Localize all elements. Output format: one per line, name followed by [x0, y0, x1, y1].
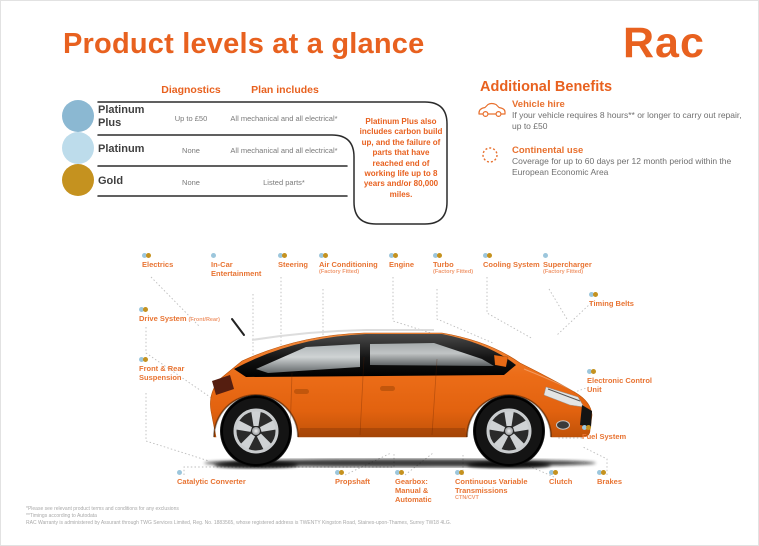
- benefit-text: Coverage for up to 60 days per 12 month period within the European Economic Area: [512, 156, 732, 178]
- front-wheel: [473, 395, 545, 467]
- gold-dot-icon: [399, 470, 404, 475]
- plan-name: Platinum: [98, 143, 145, 155]
- part-label-electronic-control-unit: [587, 369, 663, 394]
- platinum-dot-icon: [211, 253, 216, 258]
- part-label-timing-belts: [589, 292, 649, 308]
- footnotes: [26, 506, 736, 526]
- part-label-text: Fuel System: [582, 432, 627, 441]
- part-label-text: Brakes: [597, 477, 623, 486]
- part-label-text: Continuous Variable Transmissions: [455, 477, 528, 495]
- part-label-subtext: (Factory Fitted): [433, 269, 474, 275]
- part-label-propshaft: [335, 470, 395, 486]
- column-header-plan-includes: Plan includes: [251, 84, 319, 96]
- plan-name: Gold: [98, 175, 124, 187]
- part-label-supercharger: [543, 253, 605, 276]
- benefit-text: If your vehicle requires 8 hours** or longer to carry out repair, up to £50: [512, 110, 742, 132]
- continental-use-icon: [481, 146, 499, 164]
- gold-dot-icon: [487, 253, 492, 258]
- rac-logo: Rac: [623, 19, 705, 67]
- part-label-text: Engine: [389, 260, 415, 269]
- gold-dot-icon: [323, 253, 328, 258]
- car-illustration: [194, 299, 604, 479]
- part-label-text: Steering: [278, 260, 309, 269]
- part-label-text: Supercharger: [543, 260, 592, 269]
- diagnostics-value: None: [182, 146, 200, 155]
- part-label-continuous-variable-transmissions: [455, 470, 547, 502]
- platinum-dot-icon: [177, 470, 182, 475]
- gold-dot-icon: [459, 470, 464, 475]
- gold-dot-icon: [586, 425, 591, 430]
- part-label-gearbox: [395, 470, 447, 504]
- part-label-subtext: (Front/Rear): [188, 317, 221, 323]
- gold-dot-icon: [601, 470, 606, 475]
- footnote-line: **Timings according to Autodata: [26, 512, 97, 519]
- plan-includes-value: Listed parts*: [263, 178, 305, 187]
- part-label-text: Propshaft: [335, 477, 371, 486]
- gold-dot-icon: [143, 307, 148, 312]
- platinum-circle-icon: [62, 132, 94, 164]
- part-label-text: Gearbox: Manual & Automatic: [395, 477, 432, 504]
- platinum-dot-icon: [543, 253, 548, 258]
- part-label-text: Drive System: [139, 314, 187, 323]
- part-label-engine: [389, 253, 429, 269]
- footnote-line: *Please see relevant product terms and conditions for any exclusions: [26, 506, 179, 512]
- part-label-air-conditioning: [319, 253, 385, 276]
- plan-includes-value: All mechanical and all electrical*: [230, 114, 338, 123]
- part-label-text: Catalytic Converter: [177, 477, 246, 486]
- gold-dot-icon: [282, 253, 287, 258]
- part-label-in-car-entertainment: [211, 253, 273, 278]
- vehicle-hire-car-icon: [477, 101, 507, 119]
- part-label-text: Air Conditioning: [319, 260, 378, 269]
- rear-wheel: [220, 395, 292, 467]
- gold-dot-icon: [393, 253, 398, 258]
- gold-dot-icon: [591, 369, 596, 374]
- part-label-text: In-Car Entertainment: [211, 260, 262, 278]
- part-label-text: Electronic Control Unit: [587, 376, 653, 394]
- part-label-text: Cooling System: [483, 260, 540, 269]
- part-label-front-rear-suspension: [139, 357, 201, 382]
- part-label-drive-system: [139, 307, 251, 324]
- platinum-plus-callout: Platinum Plus also includes carbon build up, and the failure of parts that have reached end of working life up to 8 years and/or 80,000 miles.: [359, 117, 443, 199]
- gold-dot-icon: [553, 470, 558, 475]
- part-label-fuel-system: [582, 425, 642, 441]
- benefit-title: Continental use: [512, 145, 584, 156]
- part-label-text: Front & Rear Suspension: [139, 364, 185, 382]
- gold-dot-icon: [593, 292, 598, 297]
- part-label-text: Clutch: [549, 477, 573, 486]
- gold-dot-icon: [437, 253, 442, 258]
- gold-dot-icon: [143, 357, 148, 362]
- platinum-plus-circle-icon: [62, 100, 94, 132]
- diagnostics-value: None: [182, 178, 200, 187]
- part-label-catalytic-converter: [177, 470, 273, 486]
- benefit-title: Vehicle hire: [512, 99, 565, 110]
- part-label-turbo: [433, 253, 477, 276]
- plan-includes-value: All mechanical and all electrical*: [230, 146, 338, 155]
- gold-dot-icon: [339, 470, 344, 475]
- part-label-clutch: [549, 470, 589, 486]
- diagnostics-value: Up to £50: [174, 114, 208, 123]
- additional-benefits-title: Additional Benefits: [480, 79, 613, 95]
- column-header-diagnostics: Diagnostics: [161, 84, 221, 96]
- plan-name: Platinum Plus: [98, 104, 145, 129]
- footnote-line: RAC Warranty is administered by Assurant through TWG Services Limited, Reg. No. 1883565, whose registered address is TWENTY Kingston Road, Staines-upon-Thames, Surrey TW18 4LG.: [26, 519, 452, 526]
- gold-circle-icon: [62, 164, 94, 196]
- part-label-text: Turbo: [433, 260, 454, 269]
- part-label-electrics: [142, 253, 202, 269]
- part-label-subtext: (Factory Fitted): [543, 269, 584, 275]
- part-label-subtext: CTN/CVT: [455, 495, 479, 501]
- gold-dot-icon: [146, 253, 151, 258]
- part-label-text: Electrics: [142, 260, 174, 269]
- part-label-subtext: (Factory Fitted): [319, 269, 360, 275]
- part-label-brakes: [597, 470, 637, 486]
- part-label-text: Timing Belts: [589, 299, 634, 308]
- page-title: Product levels at a glance: [63, 28, 425, 60]
